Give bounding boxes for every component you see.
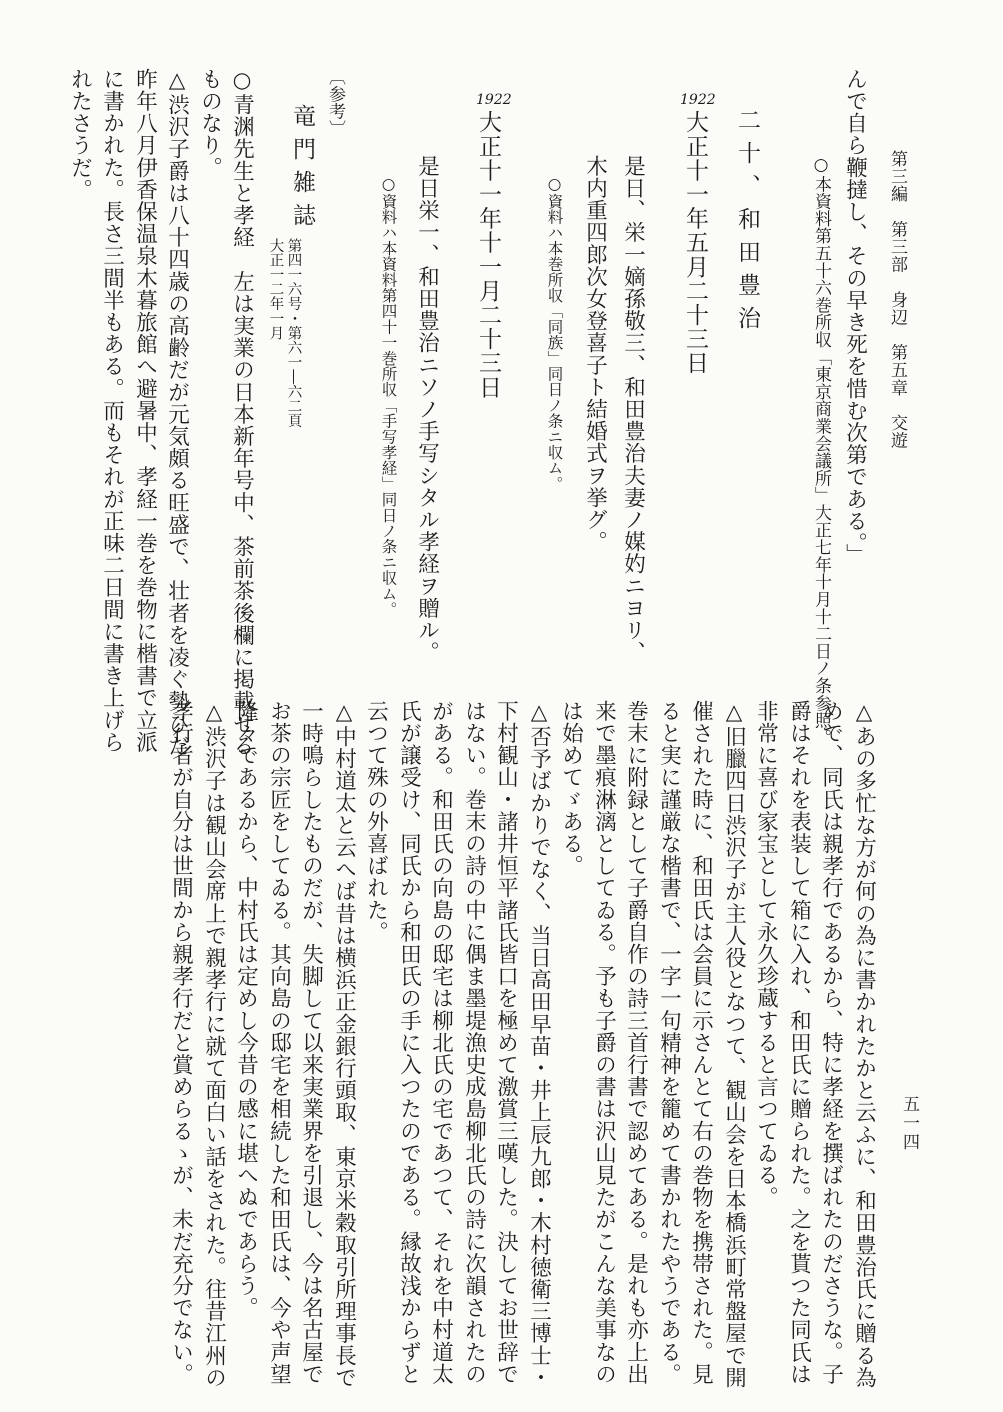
text-line: 来で墨痕淋漓としてゐる。予も子爵の書は沢山見たがこんな美事なの [591,700,617,1386]
text-line: ものなり。 [197,68,223,179]
text-line: 巻末に附録として子爵自作の詩三首行書で認めてある。是れも亦上出 [623,700,649,1386]
reference-label: 〔参考〕 [325,68,345,138]
running-head: 第三編 第三部 身辺 第五章 交遊 [887,150,907,450]
note-line: ○資料ハ本巻所収「同族」同日ノ条ニ収ム。 [545,175,564,492]
year-annotation: 1922 [680,92,716,108]
text-line: △渋沢子は観山会席上で親孝行に就て面白い話をされた。往昔江州の [201,700,227,1389]
text-line: △渋沢子爵は八十四歳の高齢だが元気頗る旺盛で、壮者を凌ぐ勢ひだ [164,68,190,757]
text-line: は始めてゞある。 [558,700,584,877]
text-line: 一時鳴らしたものだが、失脚して以来実業界を引退し、今は名古屋で [298,700,324,1386]
text-line: 催された時に、和田氏は会員に示さんとて右の巻物を携帯された。見 [688,700,714,1386]
text-line: んで自ら鞭撻し、その早き死を惜む次第である。」 [842,68,868,566]
text-line: 隆々であるから、中村氏は定めし今昔の感に堪へぬであらう。 [233,700,259,1319]
text-line: △中村道太と云へば昔は横浜正金銀行頭取、東京米穀取引所理事長で [331,700,357,1389]
text-line: お茶の宗匠をしてゐる。其向島の邸宅を相続した和田氏は、今や声望 [266,700,292,1386]
source-issue: 第四一六号・第六一―六二頁 [285,238,302,428]
text-line: ○青渊先生と孝経 左は実業の日本新年号中、茶前茶後欄に掲載せる [229,68,255,757]
note-line: ○本資料第五十六巻所収「東京商業会議所」大正七年十月十二日ノ条参照。 [811,155,831,747]
text-line: ると実に謹厳な楷書で、一字一句精神を籠めて書かれたやうである。 [656,700,682,1386]
text-line: △否予ばかりでなく、当日高田早苗・井上辰九郎・木村徳衛三博士・ [526,700,552,1389]
text-line: 昨年八月伊香保温泉木暮旅館へ避暑中、孝経一巻を巻物に楷書で立派 [132,68,158,754]
page-number: 五一四 [899,1095,919,1152]
note-line: ○資料ハ本資料第四十一巻所収「手写孝経」同日ノ条ニ収ム。 [379,175,398,618]
year-annotation: 1922 [476,92,512,108]
text-line: △あの多忙な方が何の為に書かれたかと云ふに、和田豊治氏に贈る為 [851,700,877,1389]
date-heading: 大正十一年十一月二十三日 [475,110,501,400]
text-line: 非常に喜び家宝として永久珍蔵すると言つてゐる。 [753,700,779,1209]
source-title: 竜門雑誌 [289,104,315,236]
text-line: めで、同氏は親孝行であるから、特に孝経を撰ばれたのださうな。子 [818,700,844,1386]
text-line: 孝行者が自分は世間から親孝行だと賞めらるゝが、未だ充分でない。 [168,700,194,1386]
text-line: △旧臘四日渋沢子が主人役となつて、観山会を日本橋浜町常盤屋で開 [721,700,747,1389]
text-line: れたさうだ。 [67,68,93,201]
text-line: 是日、栄一嫡孫敬三、和田豊治夫妻ノ媒妁ニヨリ、 [620,155,646,664]
text-line: がある。和田氏の向島の邸宅は柳北氏の宅であつて、それを中村道太 [428,700,454,1386]
text-line: 是日栄一、和田豊治ニソノ手写シタル孝経ヲ贈ル。 [414,155,440,664]
source-date: 大正一二年一月 [267,238,284,341]
text-line: 下村観山・諸井恒平諸氏皆口を極めて激賞三嘆した。決してお世辞で [493,700,519,1386]
text-line: 木内重四郎次女登喜子ト結婚式ヲ挙グ。 [582,155,608,553]
text-line: に書かれた。長さ三間半もある。而もそれが正味二日間に書き上げら [99,68,125,754]
date-heading: 大正十一年五月二十三日 [682,110,708,376]
text-line: はない。巻末の詩の中に偶ま墨堤漁史成島柳北氏の詩に次韻されたの [461,700,487,1386]
text-line: 氏が譲受け、同氏から和田氏の手に入つたのである。縁故浅からずと [396,700,422,1386]
text-line: 云つて殊の外喜ばれた。 [363,700,389,944]
section-heading: 二十、和田豊治 [734,108,760,339]
text-line: 爵はそれを表装して箱に入れ、和田氏に贈られた。之を貰つた同氏は [786,700,812,1386]
